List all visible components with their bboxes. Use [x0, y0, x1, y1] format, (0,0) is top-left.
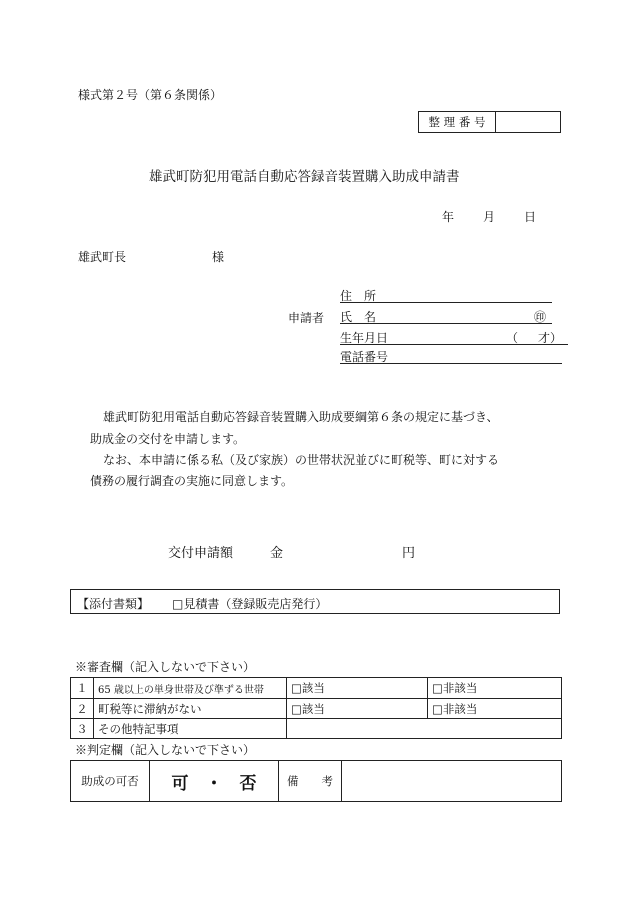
address-field[interactable] [340, 287, 552, 303]
review-row [71, 719, 562, 739]
judgment-value[interactable] [150, 761, 279, 802]
page-title: 雄武町防犯用電話自動応答録音装置購入助成申請書 [149, 169, 460, 185]
date-month: 月 [483, 210, 496, 224]
body-paragraph-2-line-1: なお、本申請に係る私（及び家族）の世帯状況並びに町税等、町に対する [103, 453, 500, 467]
addressee-name: 雄武町長 [78, 250, 127, 264]
form-number: 様式第２号（第６条関係） [78, 88, 223, 102]
phone-label: 電話番号 [340, 350, 389, 364]
addressee-honorific: 様 [212, 250, 225, 264]
remarks-field[interactable] [342, 761, 562, 802]
review-row [71, 678, 562, 699]
judgment-value-text: 可 ・ 否 [171, 773, 257, 794]
review-row-number: ２ [71, 699, 94, 719]
review-row-number: ３ [71, 719, 94, 739]
body-paragraph-2-line-2: 債務の履行調査の実施に同意します。 [90, 474, 294, 488]
review-row [71, 699, 562, 719]
amount-unit: 円 [402, 546, 416, 561]
review-heading: ※審査欄（記入しないで下さい） [75, 660, 256, 674]
ref-number-field[interactable] [496, 112, 561, 133]
ref-number-box [418, 111, 561, 133]
judgment-table [70, 760, 562, 802]
review-option-not-applicable[interactable]: □非該当 [428, 699, 562, 719]
age-open-paren: （ [506, 331, 519, 345]
ref-number-label: 整 理 番 号 [419, 112, 496, 133]
amount-label: 交付申請額 [168, 546, 234, 561]
name-field[interactable] [340, 308, 552, 324]
body-paragraph-1-line-1: 雄武町防犯用電話自動応答録音装置購入助成要綱第６条の規定に基づき、 [103, 410, 499, 424]
review-row-text: 65 歳以上の単身世帯及び準ずる世帯 [94, 678, 287, 699]
attachments-box [70, 589, 560, 614]
review-option-applicable[interactable]: □該当 [287, 699, 428, 719]
birthdate-label: 生年月日 [340, 331, 389, 345]
review-notes-field[interactable] [287, 719, 562, 739]
review-row-text: 町税等に滞納がない [94, 699, 287, 719]
remarks-label: 備 考 [279, 761, 342, 802]
review-row-text: その他特記事項 [94, 719, 287, 739]
phone-field[interactable] [340, 348, 562, 364]
date-day: 日 [524, 210, 537, 224]
attachment-estimate-checkbox[interactable]: □見積書（登録販売店発行） [172, 597, 328, 611]
body-paragraph-1-line-2: 助成金の交付を申請します。 [90, 432, 246, 446]
review-option-not-applicable[interactable]: □非該当 [428, 678, 562, 699]
review-row-number: １ [71, 678, 94, 699]
seal-mark: ㊞ [533, 310, 546, 324]
address-label: 住 所 [340, 289, 377, 303]
review-option-applicable[interactable]: □該当 [287, 678, 428, 699]
attachments-label: 【添付書類】 [77, 597, 150, 611]
judgment-heading: ※判定欄（記入しないで下さい） [75, 743, 256, 757]
birthdate-field[interactable] [340, 329, 568, 345]
judgment-label: 助成の可否 [71, 761, 150, 802]
age-close-label: 才） [537, 331, 562, 345]
date-year: 年 [442, 210, 455, 224]
review-table [70, 677, 562, 739]
amount-field[interactable] [292, 540, 398, 560]
amount-prefix: 金 [270, 546, 284, 561]
name-label: 氏 名 [340, 310, 377, 324]
applicant-label: 申請者 [288, 311, 325, 325]
